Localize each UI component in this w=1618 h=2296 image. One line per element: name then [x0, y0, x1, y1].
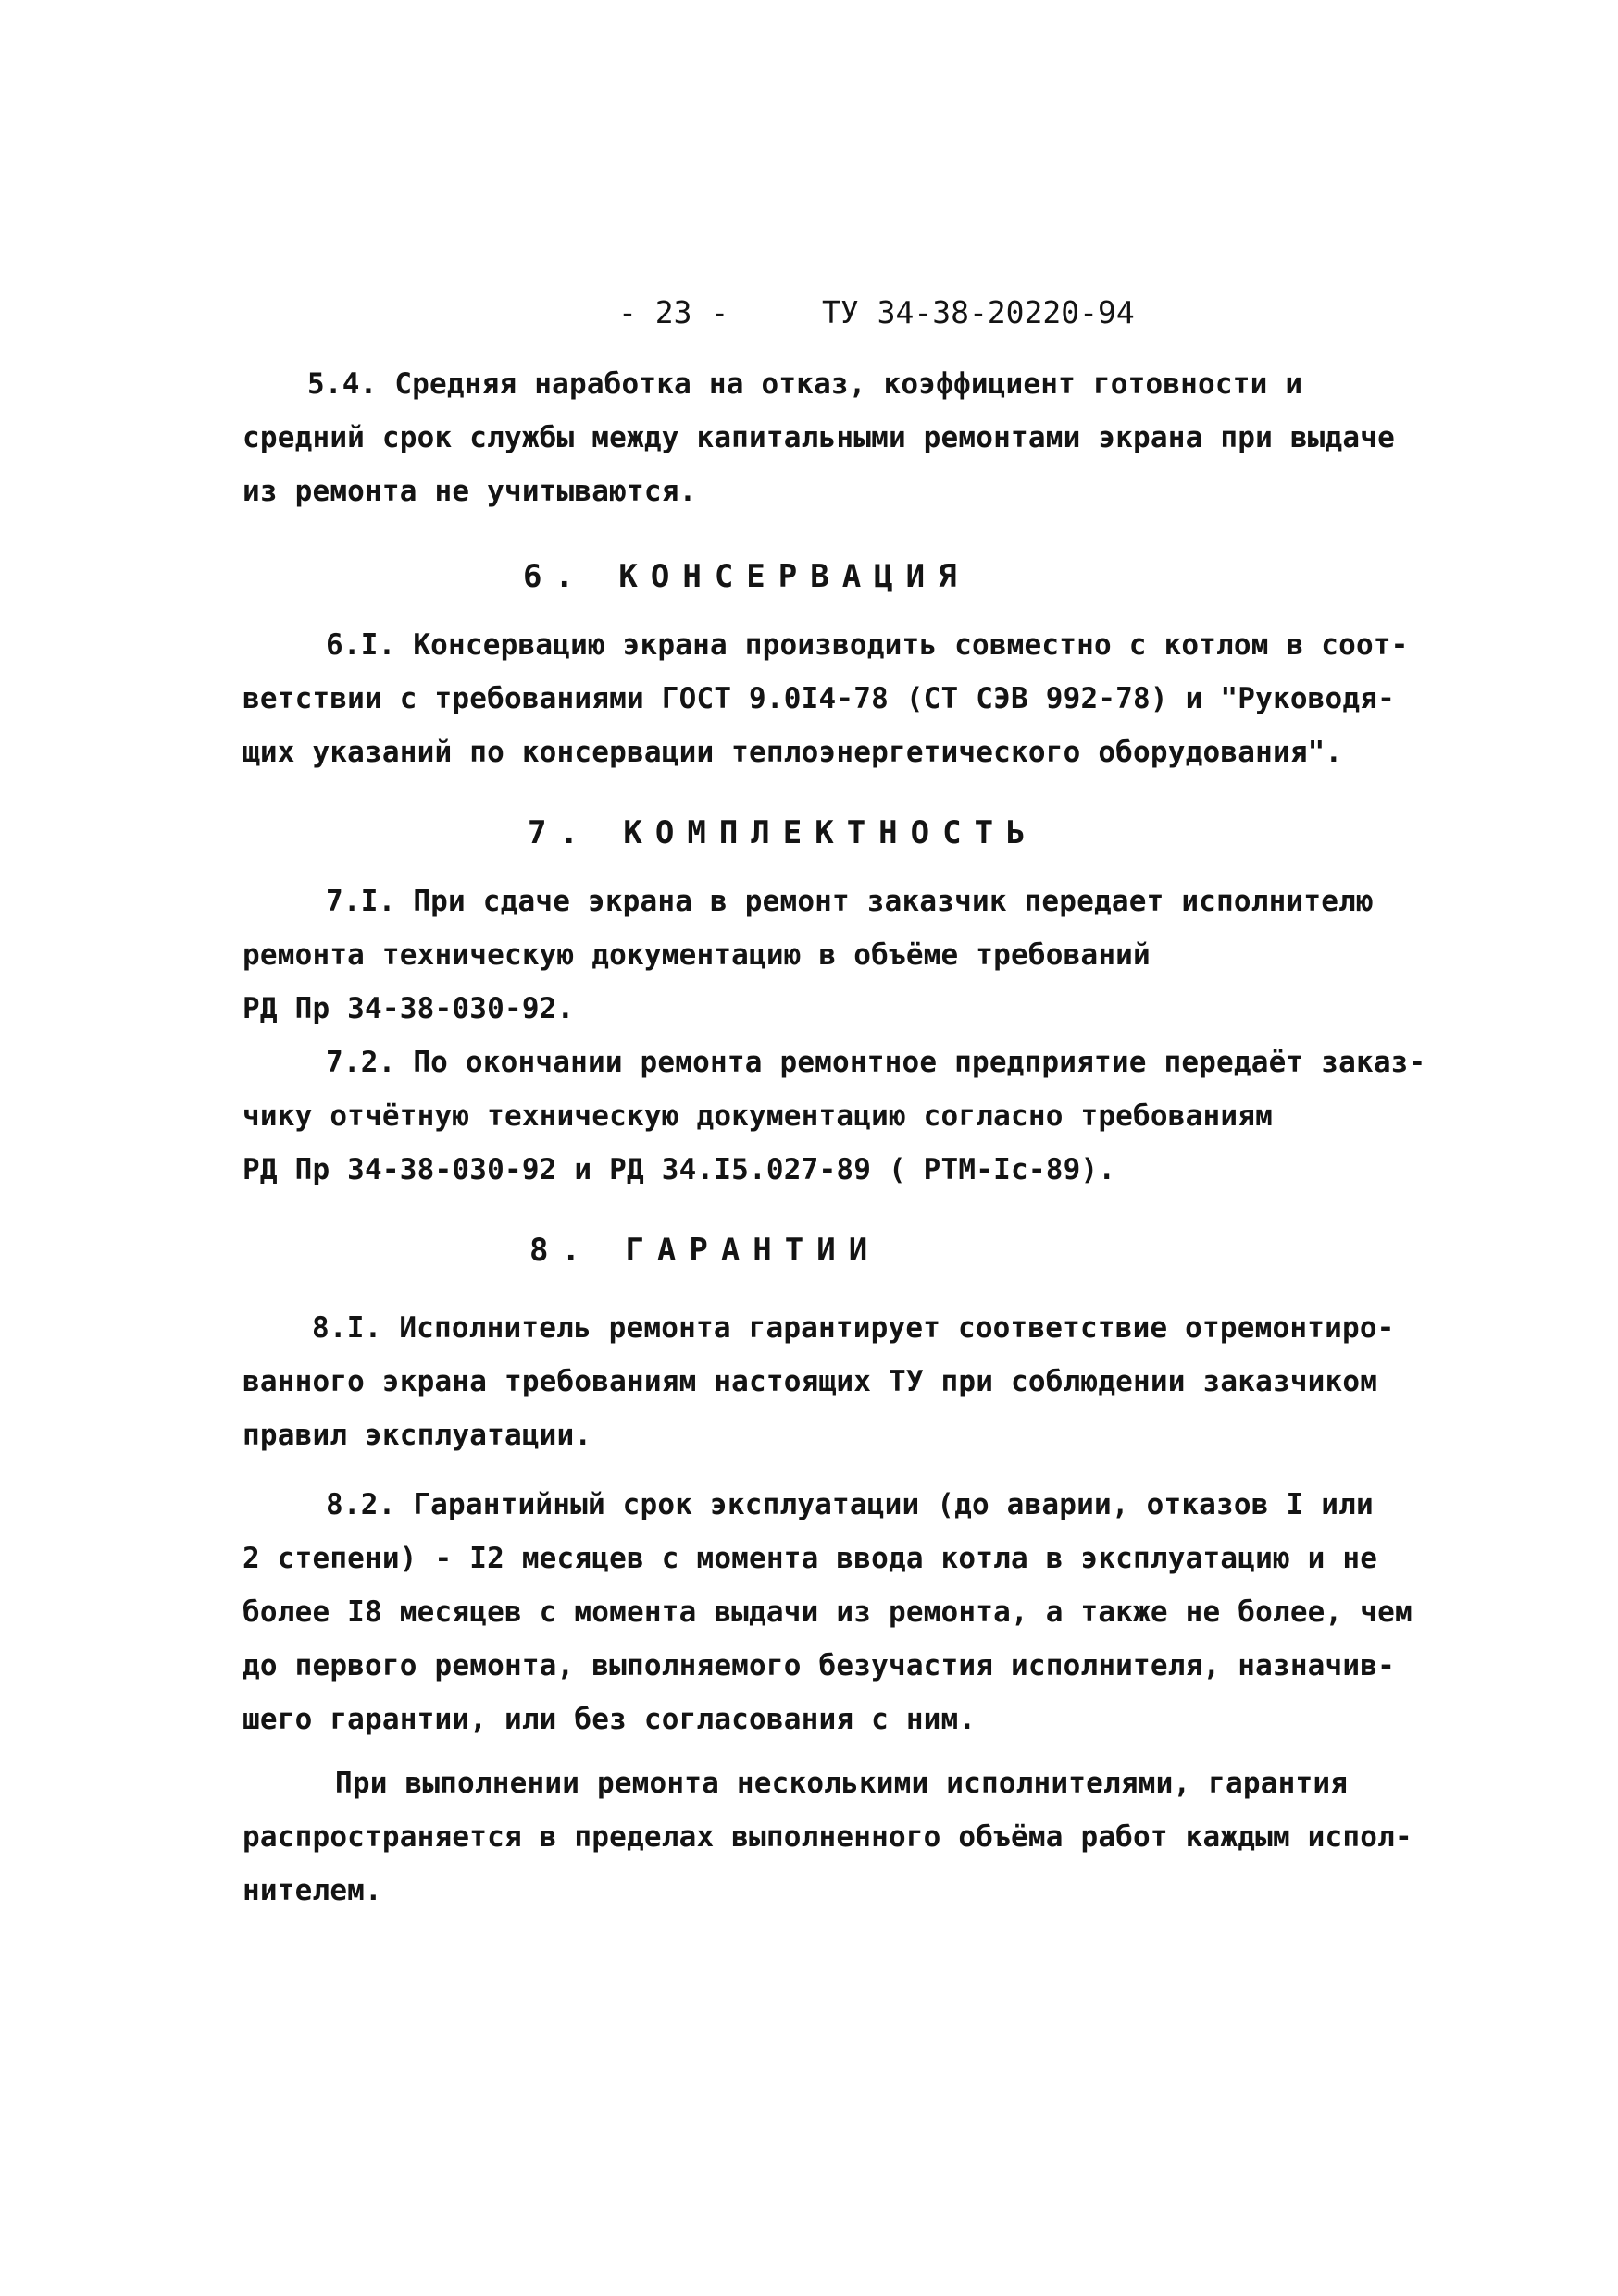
text-line: 6.I. Консервацию экрана производить совместно с котлом в соот-	[326, 628, 1409, 662]
text-line: средний срок службы между капитальными ремонтами экрана при выдаче	[243, 421, 1395, 454]
section-heading-8: 8. ГАРАНТИИ	[529, 1232, 881, 1269]
paragraph-6-1	[243, 618, 1409, 779]
text-line: шего гарантии, или без согласования с ним.	[243, 1703, 977, 1736]
paragraph-8-1	[243, 1301, 1400, 1462]
paragraph-7-2	[243, 1036, 1426, 1197]
text-line: щих указаний по консервации теплоэнергетического оборудования".	[243, 736, 1343, 769]
document-code: ТУ 34-38-20220-94	[822, 294, 1135, 330]
text-line: ветствии с требованиями ГОСТ 9.0I4-78 (СТ СЭВ 992-78) и "Руководя-	[243, 682, 1395, 715]
text-line: ванного экрана требованиям настоящих ТУ при соблюдении заказчиком	[243, 1365, 1378, 1398]
text-line: РД Пр 34-38-030-92 и РД 34.I5.027-89 ( РТМ-Iс-89).	[243, 1153, 1116, 1186]
text-line: 8.2. Гарантийный срок эксплуатации (до аварии, отказов I или	[326, 1488, 1374, 1521]
text-line: 8.I. Исполнитель ремонта гарантирует соответствие отремонтиро-	[312, 1311, 1395, 1345]
text-line: ремонта техническую документацию в объёме требований	[243, 938, 1151, 972]
text-line: чику отчётную техническую документацию согласно требованиям	[243, 1099, 1273, 1133]
text-line: распространяется в пределах выполненного объёма работ каждым испол-	[243, 1820, 1413, 1854]
section-heading-6: 6. КОНСЕРВАЦИЯ	[523, 558, 970, 595]
paragraph-8-3	[243, 1756, 1413, 1917]
text-line: до первого ремонта, выполняемого безучастия исполнителя, назначив-	[243, 1649, 1395, 1682]
text-line: правил эксплуатации.	[243, 1419, 592, 1452]
text-line: РД Пр 34-38-030-92.	[243, 992, 575, 1025]
page-header	[0, 294, 1618, 341]
section-heading-7: 7. КОМПЛЕКТНОСТЬ	[528, 814, 1039, 851]
text-line: 2 степени) - I2 месяцев с момента ввода котла в эксплуатацию и не	[243, 1542, 1378, 1575]
text-line: При выполнении ремонта несколькими исполнителями, гарантия	[335, 1767, 1349, 1800]
paragraph-7-1	[243, 875, 1400, 1036]
page-number: - 23 -	[618, 294, 729, 330]
paragraph-5-4	[243, 357, 1400, 518]
text-line: из ремонта не учитываются.	[243, 475, 697, 508]
text-line: 5.4. Средняя наработка на отказ, коэффициент готовности и	[307, 367, 1303, 401]
text-line: более I8 месяцев с момента выдачи из ремонта, а также не более, чем	[243, 1595, 1413, 1629]
text-line: 7.I. При сдаче экрана в ремонт заказчик передает исполнителю	[326, 885, 1374, 918]
paragraph-8-2	[243, 1478, 1413, 1746]
text-line: нителем.	[243, 1874, 382, 1907]
text-line: 7.2. По окончании ремонта ремонтное предприятие передаёт заказ-	[326, 1046, 1426, 1079]
